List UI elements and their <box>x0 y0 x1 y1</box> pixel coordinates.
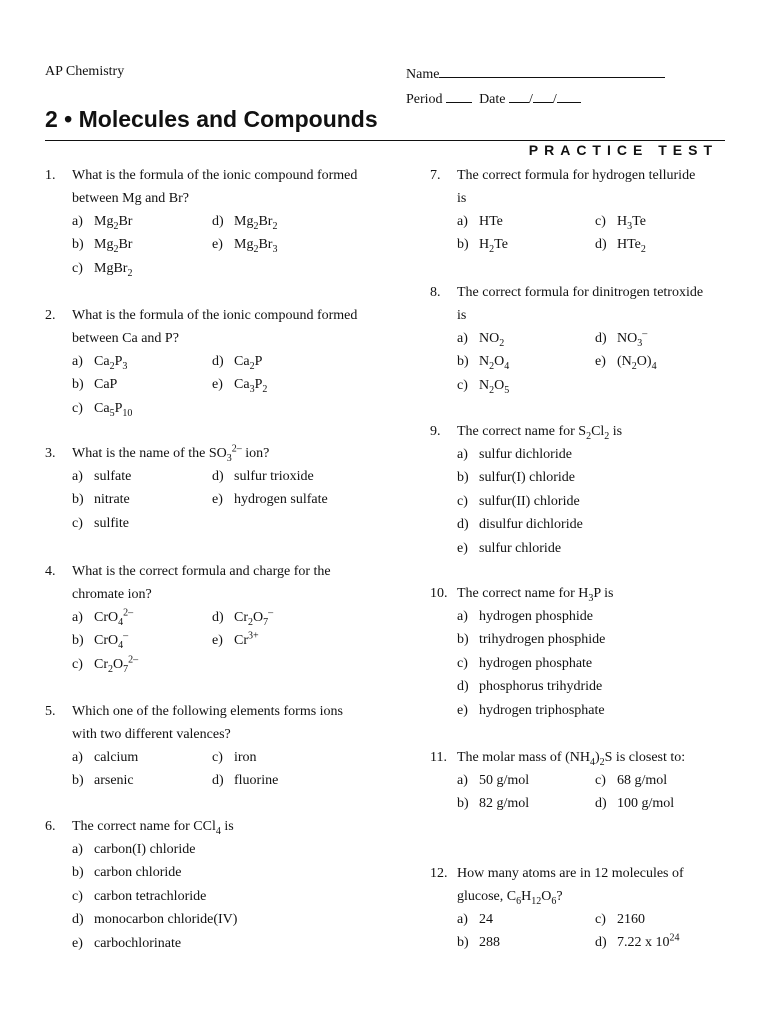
question-number: 9. <box>430 424 441 439</box>
question-2 <box>45 304 395 420</box>
stem-line: glucose, $C_6H_{12}O_6$? <box>457 889 563 907</box>
option-a[interactable]: a) calcium <box>72 750 139 765</box>
option-b[interactable]: b) CrO$_4$– <box>72 630 129 652</box>
answer-options <box>72 838 395 955</box>
answer-options <box>72 210 395 280</box>
question-9 <box>430 420 730 560</box>
option-b[interactable]: b) 288 <box>457 935 500 951</box>
question-3 <box>45 442 395 535</box>
option-d[interactable]: d) disulfur dichloride <box>457 517 583 533</box>
stem-line: is <box>457 191 467 206</box>
stem-line: What is the correct formula and charge for the <box>72 564 331 579</box>
option-b[interactable]: b) carbon chloride <box>72 865 182 881</box>
option-d[interactable]: d) 100 g/mol <box>595 796 675 812</box>
question-8 <box>430 281 730 397</box>
option-c[interactable]: c) iron <box>212 750 257 765</box>
option-e[interactable]: e) $Cr^{3+}$ <box>212 630 259 649</box>
question-stem <box>430 862 740 908</box>
option-e[interactable]: e) hydrogen triphosphate <box>457 702 605 718</box>
period-blank[interactable] <box>446 89 472 103</box>
option-a[interactable]: a) sulfate <box>72 469 132 484</box>
option-a[interactable]: a) 50 g/mol <box>457 773 530 788</box>
name-label: Name <box>406 67 440 82</box>
stem-line: What is the formula of the ionic compound formed <box>72 168 358 183</box>
option-d[interactable]: d) $Cr_2O_7^-$ <box>212 607 274 628</box>
question-stem <box>430 164 730 210</box>
option-d[interactable]: d) monocarbon chloride(IV) <box>72 912 238 928</box>
option-e[interactable]: e) sulfur chloride <box>457 540 562 556</box>
question-1 <box>45 164 395 280</box>
option-c[interactable]: c) carbon tetrachloride <box>72 888 207 904</box>
name-blank[interactable] <box>439 64 665 78</box>
date-label: Date <box>479 92 506 107</box>
stem-line: The molar mass of $(NH_4)_2S$ is closest to: <box>457 750 686 768</box>
option-c[interactable]: c) hydrogen phosphate <box>457 655 593 671</box>
option-c[interactable]: c) $Cr_2O_7^{2-}$ <box>72 654 139 675</box>
option-b[interactable]: b) arsenic <box>72 773 134 789</box>
option-a[interactable]: a) HTe <box>457 214 503 229</box>
option-b[interactable]: b) $Mg_2Br$ <box>72 237 133 256</box>
question-stem <box>45 304 395 350</box>
option-b[interactable]: b) $H_2Te$ <box>457 237 508 256</box>
stem-line: chromate ion? <box>72 587 152 602</box>
answer-options <box>457 443 730 560</box>
option-d[interactable]: d) sulfur trioxide <box>212 469 314 484</box>
question-4 <box>45 560 395 676</box>
option-a[interactable]: a) CrO$_4^{2-}$ <box>72 607 134 628</box>
option-b[interactable]: b) 82 g/mol <box>457 796 530 812</box>
title-divider <box>45 140 725 141</box>
stem-line: The correct name for CCl$_4$ is <box>72 819 234 837</box>
option-a[interactable]: a) $NO_2$ <box>457 331 505 349</box>
option-d[interactable]: d) fluorine <box>212 773 279 789</box>
option-b[interactable]: b) CaP <box>72 377 118 393</box>
stem-line: with two different valences? <box>72 727 231 742</box>
answer-options <box>457 908 740 955</box>
stem-line: between Mg and Br? <box>72 191 190 206</box>
date-slash: / <box>552 92 557 107</box>
stem-line: The correct name for $H_3P$ is <box>457 586 614 604</box>
question-number: 12. <box>430 866 448 881</box>
option-b[interactable]: b) sulfur(I) chloride <box>457 470 576 486</box>
answer-options <box>457 210 730 257</box>
stem-line: is <box>457 308 467 323</box>
answer-options <box>457 605 730 722</box>
date-year-blank[interactable] <box>557 89 581 103</box>
option-e[interactable]: e) hydrogen sulfate <box>212 492 328 508</box>
stem-line: The correct formula for dinitrogen tetroxide <box>457 285 704 300</box>
page-title: 2 • Molecules and Compounds <box>45 106 378 132</box>
option-e[interactable]: e) $Mg_2Br_3$ <box>212 237 278 256</box>
option-a[interactable]: a) $Mg_2Br$ <box>72 214 133 232</box>
question-number: 8. <box>430 285 441 300</box>
question-12 <box>430 862 740 955</box>
option-c[interactable]: c) 2160 <box>595 912 645 927</box>
option-c[interactable]: c) $Ca_5P_{10}$ <box>72 400 133 419</box>
stem-line: Which one of the following elements forms ions <box>72 704 343 719</box>
question-6 <box>45 815 395 955</box>
stem-line: What is the formula of the ionic compound formed <box>72 308 358 323</box>
practice-test-label: PRACTICE TEST <box>528 142 718 158</box>
question-11 <box>430 746 740 816</box>
answer-options <box>72 350 395 420</box>
option-c[interactable]: c) MgBr$_2$ <box>72 260 133 279</box>
date-month-blank[interactable] <box>509 89 529 103</box>
question-stem <box>430 420 730 443</box>
question-number: 11. <box>430 750 447 765</box>
option-c[interactable]: c) 68 g/mol <box>595 773 668 788</box>
question-5 <box>45 700 395 793</box>
question-number: 7. <box>430 168 441 183</box>
answer-options <box>72 746 395 793</box>
stem-line: What is the name of the $SO_3^{2-}$ ion? <box>72 443 270 464</box>
question-number: 1. <box>45 168 56 183</box>
option-d[interactable]: d) 7.22 x $10^{24}$ <box>595 932 680 951</box>
question-number: 2. <box>45 308 56 323</box>
option-b[interactable]: b) $N_2O_4$ <box>457 354 510 373</box>
question-10 <box>430 582 730 722</box>
question-stem <box>430 281 730 327</box>
question-stem <box>45 442 395 465</box>
option-d[interactable]: d) HTe$_2$ <box>595 237 646 256</box>
question-number: 10. <box>430 586 448 601</box>
question-stem <box>45 700 395 746</box>
question-stem <box>45 164 395 210</box>
course-name: AP Chemistry <box>45 64 125 79</box>
option-e[interactable]: e) $Ca_3P_2$ <box>212 377 268 396</box>
question-stem <box>45 815 395 838</box>
option-c[interactable]: c) sulfur(II) chloride <box>457 493 580 509</box>
period-label: Period <box>406 92 443 107</box>
date-slash: / <box>529 92 533 107</box>
answer-options <box>457 769 740 816</box>
option-e[interactable]: e) $(N_2O)_4$ <box>595 354 657 373</box>
answer-options <box>72 465 395 535</box>
question-7 <box>430 164 730 257</box>
option-d[interactable]: d) phosphorus trihydride <box>457 679 603 695</box>
option-b[interactable]: b) nitrate <box>72 492 130 508</box>
option-a[interactable]: a) hydrogen phosphide <box>457 609 593 624</box>
question-stem <box>45 560 395 606</box>
option-b[interactable]: b) trihydrogen phosphide <box>457 632 606 648</box>
option-d[interactable]: d) $Mg_2Br_2$ <box>212 214 278 232</box>
answer-options <box>72 606 395 676</box>
question-stem <box>430 746 740 769</box>
option-a[interactable]: a) carbon(I) chloride <box>72 842 196 857</box>
option-c[interactable]: c) $H_3Te$ <box>595 214 646 232</box>
stem-line: How many atoms are in 12 molecules of <box>457 866 684 881</box>
option-c[interactable]: c) sulfite <box>72 515 129 531</box>
option-c[interactable]: c) $N_2O_5$ <box>457 377 510 396</box>
question-number: 6. <box>45 819 56 834</box>
option-e[interactable]: e) carbochlorinate <box>72 935 182 951</box>
option-a[interactable]: a) $Ca_2P_3$ <box>72 354 128 372</box>
stem-line: between Ca and P? <box>72 331 179 346</box>
question-number: 4. <box>45 564 56 579</box>
option-d[interactable]: d) $Ca_2P$ <box>212 354 263 372</box>
period-date-field[interactable] <box>406 89 581 108</box>
stem-line: The correct name for $S_2Cl_2$ is <box>457 424 623 442</box>
question-number: 3. <box>45 446 56 461</box>
option-d[interactable]: d) $NO_3^-$ <box>595 328 648 349</box>
name-field[interactable] <box>406 64 665 83</box>
question-number: 5. <box>45 704 56 719</box>
question-stem <box>430 582 730 605</box>
answer-options <box>457 327 730 397</box>
stem-line: The correct formula for hydrogen telluride <box>457 168 696 183</box>
date-day-blank[interactable] <box>533 89 553 103</box>
option-a[interactable]: a) sulfur dichloride <box>457 447 572 462</box>
option-a[interactable]: a) 24 <box>457 912 493 927</box>
